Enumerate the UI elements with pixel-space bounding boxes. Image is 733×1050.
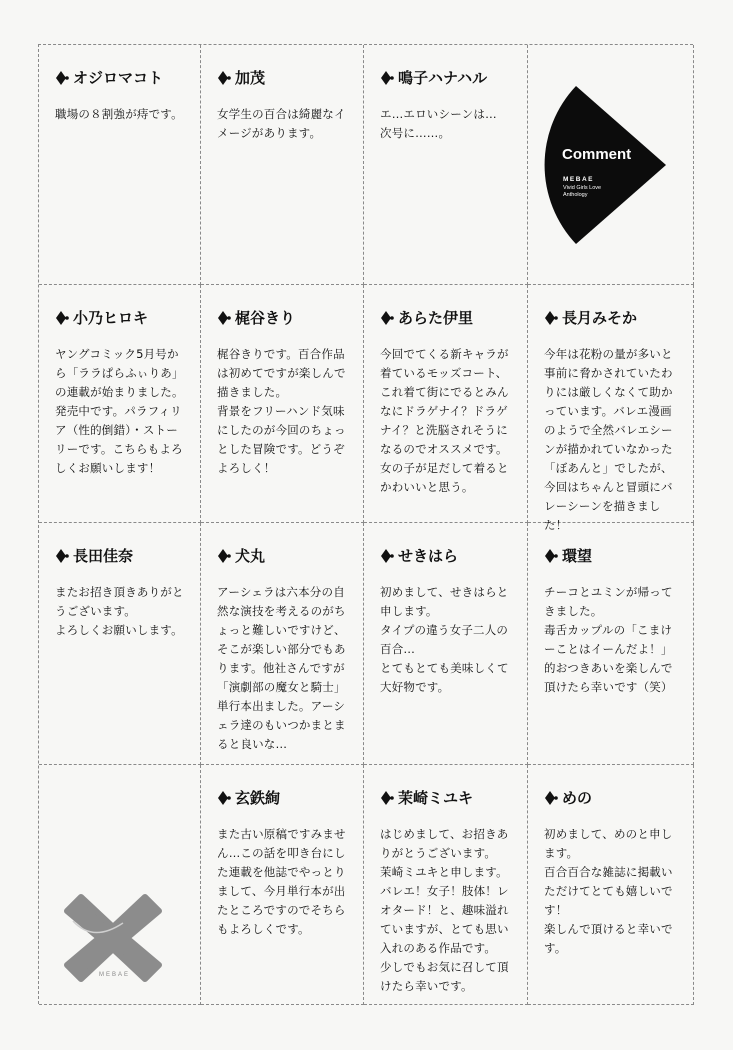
author-name-text: 長月みそか <box>562 309 638 327</box>
author-name <box>217 307 351 328</box>
author-comment: またお招き頂きありがとうございます。 よろしくお願いします。 <box>55 585 184 637</box>
author-name-text: 犬丸 <box>235 547 266 565</box>
comment-title: Comment <box>562 146 632 163</box>
author-name <box>55 67 188 88</box>
author-comment: チーコとユミンが帰ってきました。 毒舌カップルの「こまけーことはイーんだよ！」的おつきあいを楽しんで頂けたら幸いです（笑） <box>544 585 673 694</box>
x-logo-icon <box>63 893 163 983</box>
diamond-bullet-icon <box>55 70 69 86</box>
diamond-bullet-icon <box>380 790 394 806</box>
author-name-text: 梶谷きり <box>235 309 296 327</box>
author-comment: アーシェラは六本分の自然な演技を考えるのがちょっと難しいですけど、そこが楽しい部分でもあります。他社さんですが「演劇部の魔女と騎士」単行本出ました。アーシェラ達のもいつかまとまると良いな… <box>217 585 346 751</box>
author-name-text: 玄鉄絢 <box>235 789 281 807</box>
author-name-text: あらた伊里 <box>398 309 474 327</box>
author-name <box>55 307 188 328</box>
fan-logo-icon <box>548 78 688 253</box>
author-name-text: 鳴子ハナハル <box>398 69 488 87</box>
entry-card <box>528 765 694 1005</box>
x-logo-card <box>39 765 201 1005</box>
comment-grid <box>38 44 693 1004</box>
entry-card <box>39 45 201 285</box>
author-name-text: 小乃ヒロキ <box>73 309 149 327</box>
author-name <box>544 307 681 328</box>
author-name-text: めの <box>562 789 593 807</box>
author-name <box>380 545 515 566</box>
author-name-text: 茉崎ミユキ <box>398 789 474 807</box>
entry-card <box>39 523 201 765</box>
diamond-bullet-icon <box>544 310 558 326</box>
author-name <box>544 545 681 566</box>
entry-card <box>364 765 528 1005</box>
author-comment: エ…エロいシーンは… 次号に……。 <box>380 107 497 140</box>
diamond-bullet-icon <box>380 310 394 326</box>
author-name-text: せきはら <box>398 547 459 565</box>
author-name-text: 環望 <box>562 547 593 565</box>
comment-subtitle: Vivid Girls Love Anthology <box>563 185 602 198</box>
author-name <box>544 787 681 808</box>
author-name <box>217 787 351 808</box>
author-name <box>380 787 515 808</box>
diamond-bullet-icon <box>380 548 394 564</box>
author-comment: 職場の８割強が痔です。 <box>55 107 183 121</box>
author-comment: ヤングコミック5月号から「ララぱらふぃりあ」の連載が始まりました。発売中です。パラフィリア（性的倒錯）・ストーリーです。こちらもよろしくお願いします！ <box>55 347 184 475</box>
diamond-bullet-icon <box>544 790 558 806</box>
diamond-bullet-icon <box>217 310 231 326</box>
author-name <box>380 307 515 328</box>
author-comment: はじめまして、お招きありがとうございます。 茉崎ミユキと申します。 バレエ！女子！肢体！レオタード！と、趣味溢れていますが、とても思い入れのある作品です。 少しでもお気に召して頂けたら幸いです。 <box>380 827 509 993</box>
entry-card <box>364 45 528 285</box>
author-name <box>55 545 188 566</box>
entry-card <box>364 523 528 765</box>
diamond-bullet-icon <box>217 790 231 806</box>
author-name <box>380 67 515 88</box>
diamond-bullet-icon <box>217 70 231 86</box>
author-name-text: 加茂 <box>235 69 266 87</box>
author-name <box>217 67 351 88</box>
author-name <box>217 545 351 566</box>
entry-card <box>528 285 694 532</box>
entry-card <box>39 285 201 523</box>
comment-logo-card <box>528 45 694 285</box>
author-comment: 今年は花粉の量が多いと事前に脅かされていたわりには厳しくなくて助かっています。バレエ漫画のようで全然バレエシーンが描かれていなかった「ぼあんと」でしたが、今回はちゃんと冒頭にバレーシーンを描きました！ <box>544 347 673 532</box>
diamond-bullet-icon <box>217 548 231 564</box>
diamond-bullet-icon <box>55 548 69 564</box>
diamond-bullet-icon <box>380 70 394 86</box>
entry-card <box>364 285 528 523</box>
x-logo-brand: MEBAE <box>99 972 131 978</box>
author-comment: 今回でてくる新キャラが着ているモッズコート、これ着て街にでるとみんなにドラゲナイ？ドラゲナイ？と洗脳されそうになるのでオススメです。女の子が足だして着るとかわいいと思う。 <box>380 347 509 494</box>
entry-card <box>201 45 364 285</box>
diamond-bullet-icon <box>544 548 558 564</box>
author-name-text: 長田佳奈 <box>73 547 134 565</box>
author-comment: 初めまして、せきはらと申します。 タイプの違う女子二人の百合… とてもとても美味しくて大好物です。 <box>380 585 509 694</box>
comment-brand: MEBAE <box>563 176 594 183</box>
author-comment: 女学生の百合は綺麗なイメージがあります。 <box>217 107 346 140</box>
author-comment: 梶谷きりです。百合作品は初めてですが楽しんで描きました。 背景をフリーハンド気味にしたのが今回のちょっとした冒険です。どうぞよろしく！ <box>217 347 346 475</box>
author-comment: 初めまして、めのと申します。 百合百合な雑誌に掲載いただけてとても嬉しいです！ 楽しんで頂けると幸いです。 <box>544 827 673 955</box>
diamond-bullet-icon <box>55 310 69 326</box>
entry-card <box>201 285 364 523</box>
entry-card <box>528 523 694 765</box>
entry-card <box>201 523 364 765</box>
author-comment: また古い原稿ですみません…この話を叩き台にした連載を他誌でやっとりまして、今月単行本が出たところですのでそちらもよろしくです。 <box>217 827 346 936</box>
author-name-text: オジロマコト <box>73 69 164 87</box>
entry-card <box>201 765 364 1005</box>
